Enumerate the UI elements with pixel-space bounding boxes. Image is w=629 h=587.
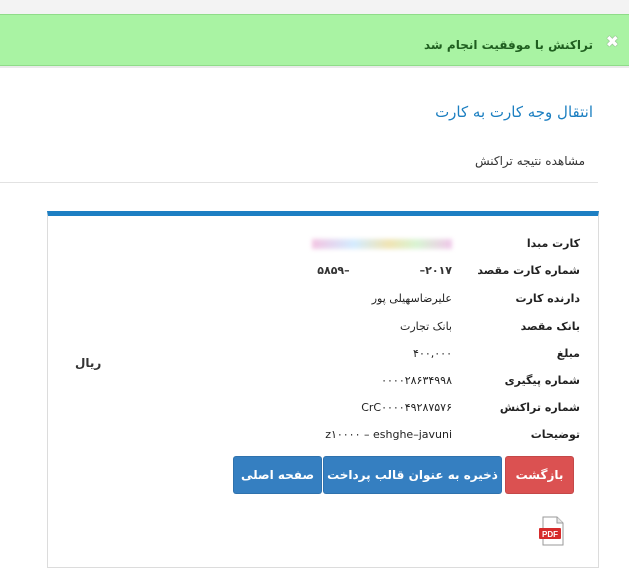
row-value: CrC۰۰۰۰۴۹۲۸۷۵۷۶: [361, 401, 452, 414]
row-value: علیرضاسهیلی پور: [371, 292, 452, 305]
row-dest-bank: [48, 320, 598, 340]
subtitle-divider: [0, 182, 598, 183]
home-button[interactable]: صفحه اصلی: [233, 456, 322, 494]
currency-label: ریال: [75, 356, 102, 370]
row-tracking: [48, 374, 598, 394]
row-label: بانک مقصد: [520, 320, 580, 333]
row-label: شماره کارت مقصد: [477, 264, 580, 277]
page-title: انتقال وجه کارت به کارت: [435, 103, 593, 121]
pdf-icon[interactable]: [538, 516, 566, 546]
row-label: مبلغ: [556, 347, 580, 360]
close-icon[interactable]: ✖: [605, 32, 619, 51]
row-source-card: [48, 237, 598, 257]
save-template-button[interactable]: ذخیره به عنوان قالب پرداخت: [323, 456, 502, 494]
row-dest-card: [48, 264, 598, 284]
alert-message: تراکنش با موفقیت انجام شد: [424, 38, 593, 52]
top-strip: [0, 0, 629, 14]
back-button[interactable]: بازگشت: [505, 456, 574, 494]
row-label: شماره پیگیری: [504, 374, 580, 387]
row-label: دارنده کارت: [515, 292, 580, 305]
receipt-card: [47, 211, 599, 568]
row-card-holder: [48, 292, 598, 312]
row-transaction-no: [48, 401, 598, 421]
success-alert: [0, 14, 629, 66]
row-value: z۱۰۰۰۰ – eshghe–javuni: [325, 428, 452, 441]
row-value: ۰۰۰۰۲۸۶۳۴۹۹۸: [381, 374, 452, 387]
row-label: شماره تراکنش: [499, 401, 580, 414]
dest-card-end: –۲۰۱۷: [419, 264, 452, 277]
row-label: توضیحات: [530, 428, 580, 441]
row-amount: [48, 347, 598, 367]
dest-card-start: ۵۸۵۹–: [317, 264, 350, 277]
source-card-redacted: [312, 237, 452, 250]
row-value: ۴۰۰,۰۰۰: [413, 347, 452, 360]
row-label: کارت مبدا: [526, 237, 580, 250]
row-description: [48, 428, 598, 448]
row-value: بانک تجارت: [400, 320, 452, 333]
page-subtitle: مشاهده نتیجه تراکنش: [474, 154, 585, 168]
dest-card-number: [317, 264, 452, 277]
pdf-label: PDF: [542, 530, 558, 539]
alert-divider: [0, 66, 629, 68]
